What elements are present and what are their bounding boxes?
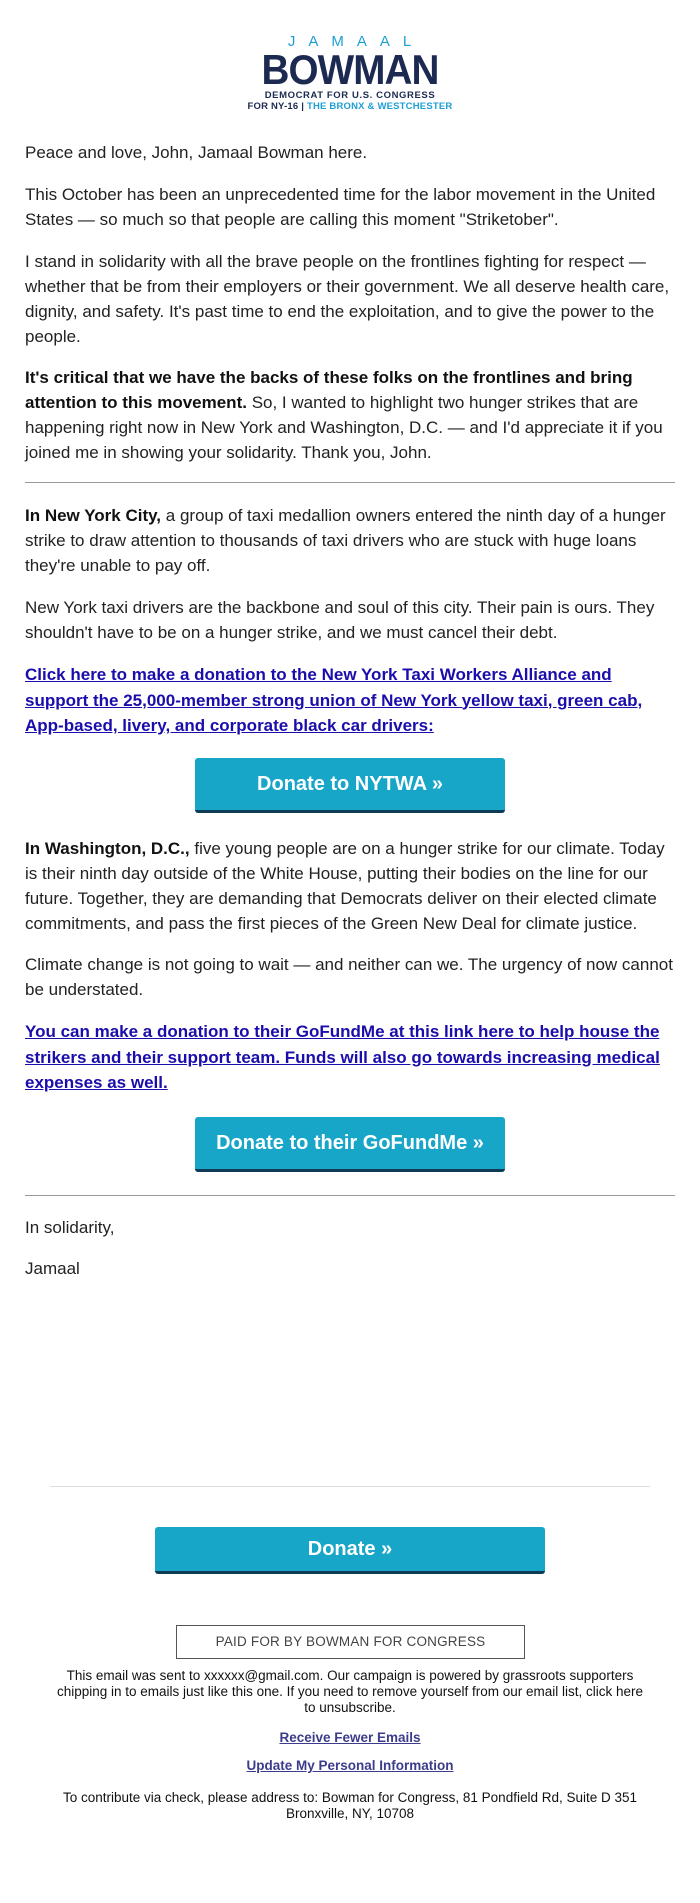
signature-name: Jamaal xyxy=(25,1259,80,1278)
dc-lead-rest: five young people are on a hunger strike for our climate. Today is their ninth day outside of the White House, putting their bodies on the line for our future. Together, they are demanding that Democrats deliver on their elected climate commitments, and pass the first pieces of the Green New Deal for climate justice. xyxy=(25,839,665,933)
logo-region: THE BRONX & WESTCHESTER xyxy=(306,101,453,112)
logo-district: FOR NY-16 xyxy=(247,101,299,112)
logo-separator: | xyxy=(301,101,305,112)
nyc-link-block xyxy=(25,662,675,739)
signature-block xyxy=(25,1256,675,1281)
logo-district-line xyxy=(0,101,700,113)
intro-para-3 xyxy=(25,365,675,465)
dc-link-block xyxy=(25,1019,675,1096)
closing: In solidarity, xyxy=(25,1218,115,1237)
receive-fewer-emails-link[interactable]: Receive Fewer Emails xyxy=(279,1730,421,1745)
nyc-lead-bold: In New York City, xyxy=(25,506,162,525)
logo-tagline: DEMOCRAT FOR U.S. CONGRESS xyxy=(264,90,436,101)
intro-para-3-block xyxy=(25,365,675,465)
nytwa-donation-link[interactable]: Click here to make a donation to the New York Taxi Workers Alliance and support the 25,000-member strong union of New York yellow taxi, green cab, App-based, livery, and corporate black car drivers: xyxy=(25,665,643,735)
dc-para-1-block xyxy=(25,836,675,936)
dc-para-2: Climate change is not going to wait — and neither can we. The urgency of now cannot be understated. xyxy=(25,955,673,999)
divider xyxy=(25,482,675,483)
donate-gofundme-button[interactable]: Donate to their GoFundMe » xyxy=(195,1117,505,1172)
dc-lead-bold: In Washington, D.C., xyxy=(25,839,190,858)
intro-para-1: This October has been an unprecedented time for the labor movement in the United States — so much so that people are calling this moment "Striketober". xyxy=(25,185,656,229)
intro-para-2-block xyxy=(25,249,675,349)
dc-para-2-block xyxy=(25,952,675,1002)
intro-para-2: I stand in solidarity with all the brave people on the frontlines fighting for respect — whether that be from their employers or their government. We all deserve health care, dignity, and safety. It's past time to end the exploitation, and to give the power to the people. xyxy=(25,252,670,346)
logo-last-name: BOWMAN xyxy=(261,46,439,93)
nyc-lead-rest: a group of taxi medallion owners entered the ninth day of a hunger strike to draw attention to thousands of taxi drivers who are stuck with huge loans they're unable to pay off. xyxy=(25,506,666,575)
donate-nytwa-button[interactable]: Donate to NYTWA » xyxy=(195,758,505,813)
bowman-logo xyxy=(0,34,700,113)
closing-block xyxy=(25,1215,675,1240)
nyc-para-1-block xyxy=(25,503,675,578)
footer-divider xyxy=(50,1486,650,1487)
nyc-para-2: New York taxi drivers are the backbone and soul of this city. Their pain is ours. They shouldn't have to be on a hunger strike, and we must cancel their debt. xyxy=(25,598,655,642)
logo-first-name: JAMAAL xyxy=(287,33,425,50)
check-address: To contribute via check, please address to: Bowman for Congress, 81 Pondfield Rd, Suite D 351 Bronxville, NY, 10708 xyxy=(62,1790,638,1821)
intro-para-1-block xyxy=(25,182,675,232)
intro-para-3-rest: So, I wanted to highlight two hunger strikes that are happening right now in New York and Washington, D.C. — and I'd appreciate it if you joined me in showing your solidarity. Thank you, John. xyxy=(25,393,663,462)
nyc-para-1 xyxy=(25,503,675,578)
dc-para-1 xyxy=(25,836,675,936)
paid-for-disclaimer: PAID FOR BY BOWMAN FOR CONGRESS xyxy=(176,1625,525,1659)
divider xyxy=(25,1195,675,1196)
intro-para-3-bold: It's critical that we have the backs of these folks on the frontlines and bring attention to this movement. xyxy=(25,368,633,412)
greeting-block xyxy=(25,140,675,165)
sent-to-notice: This email was sent to xxxxxx@gmail.com. Our campaign is powered by grassroots supporters chipping in to emails just like this one. If you need to remove yourself from our email list, click here to unsubscribe. xyxy=(56,1668,643,1715)
update-personal-info-link[interactable]: Update My Personal Information xyxy=(246,1758,454,1773)
donate-button[interactable]: Donate » xyxy=(155,1527,545,1574)
nyc-para-2-block xyxy=(25,595,675,645)
gofundme-donation-link[interactable]: You can make a donation to their GoFundMe at this link here to help house the strikers and their support team. Funds will also go towards increasing medical expenses as well. xyxy=(25,1022,660,1092)
greeting: Peace and love, John, Jamaal Bowman here. xyxy=(25,143,368,162)
